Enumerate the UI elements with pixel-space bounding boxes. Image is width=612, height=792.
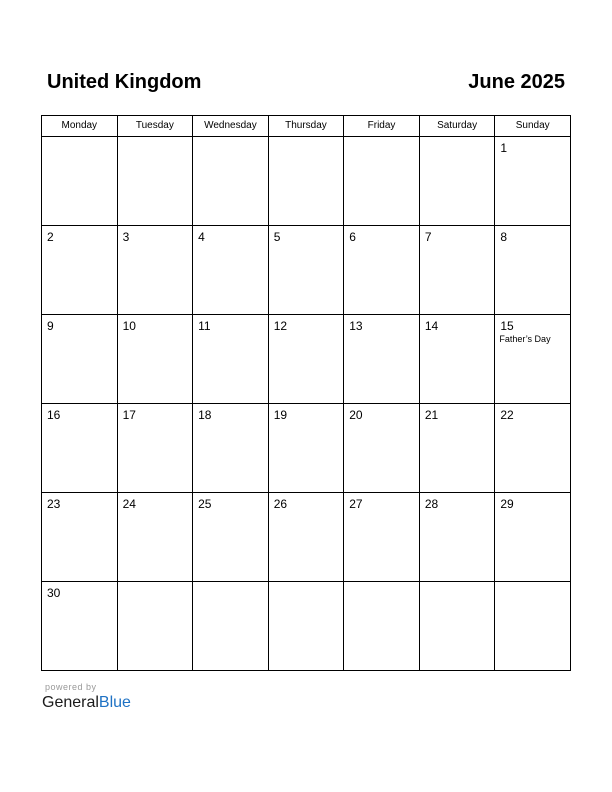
day-cell xyxy=(193,315,269,404)
day-cell xyxy=(495,226,571,315)
day-number: 20 xyxy=(349,408,363,422)
day-number: 5 xyxy=(273,230,281,244)
day-cell xyxy=(42,315,118,404)
weekday-header-tuesday: Tuesday xyxy=(117,116,193,137)
day-cell xyxy=(268,493,344,582)
day-cell xyxy=(344,582,420,671)
weekday-header-thursday: Thursday xyxy=(268,116,344,137)
day-cell xyxy=(344,404,420,493)
day-number xyxy=(42,137,117,141)
day-number: 12 xyxy=(273,319,288,333)
weekday-header-saturday: Saturday xyxy=(419,116,495,137)
day-number: 14 xyxy=(424,319,439,333)
day-cell xyxy=(268,315,344,404)
day-number: 1 xyxy=(500,141,508,155)
month-year-title: June 2025 xyxy=(468,71,565,93)
day-number xyxy=(193,137,268,141)
day-number xyxy=(420,582,495,586)
day-number: 27 xyxy=(349,497,363,511)
weekday-header-wednesday: Wednesday xyxy=(193,116,269,137)
day-cell xyxy=(193,404,269,493)
day-number: 23 xyxy=(47,497,61,511)
day-cell xyxy=(193,137,269,226)
day-cell xyxy=(419,137,495,226)
generalblue-logo[interactable] xyxy=(42,694,131,712)
week-row xyxy=(42,404,571,493)
day-cell xyxy=(419,404,495,493)
brand-general-text: General xyxy=(42,694,99,711)
day-cell xyxy=(117,493,193,582)
day-cell xyxy=(495,315,571,404)
day-number xyxy=(118,582,193,586)
weekday-header-sunday: Sunday xyxy=(495,116,571,137)
day-cell xyxy=(419,226,495,315)
day-cell xyxy=(42,404,118,493)
day-cell xyxy=(268,404,344,493)
day-cell xyxy=(193,582,269,671)
day-cell xyxy=(495,582,571,671)
day-number xyxy=(495,582,570,586)
day-cell xyxy=(117,404,193,493)
day-number: 11 xyxy=(198,319,211,333)
day-number: 4 xyxy=(198,230,205,244)
day-cell xyxy=(495,404,571,493)
day-cell xyxy=(344,315,420,404)
day-number: 3 xyxy=(122,230,130,244)
day-number xyxy=(118,137,193,141)
day-cell xyxy=(344,226,420,315)
day-number xyxy=(193,582,268,586)
day-cell xyxy=(42,226,118,315)
day-cell xyxy=(117,582,193,671)
day-number: 15 xyxy=(500,319,514,333)
day-cell xyxy=(495,493,571,582)
week-row xyxy=(42,582,571,671)
day-cell xyxy=(268,137,344,226)
brand-blue-text: Blue xyxy=(98,694,131,711)
day-cell xyxy=(419,315,495,404)
day-cell xyxy=(42,493,118,582)
weekday-header-row xyxy=(42,116,571,137)
day-cell xyxy=(268,582,344,671)
day-number: 13 xyxy=(349,319,363,333)
day-number: 17 xyxy=(122,408,136,422)
day-number: 24 xyxy=(122,497,136,511)
day-number: 29 xyxy=(500,497,514,511)
day-number: 8 xyxy=(500,230,508,244)
day-cell xyxy=(117,315,193,404)
day-cell xyxy=(344,493,420,582)
day-number: 30 xyxy=(47,586,61,600)
day-number: 26 xyxy=(273,497,288,511)
day-cell xyxy=(193,226,269,315)
day-cell xyxy=(117,137,193,226)
day-number: 9 xyxy=(47,319,54,333)
day-number: 6 xyxy=(349,230,356,244)
day-number xyxy=(420,137,495,141)
calendar-body xyxy=(42,137,571,671)
day-number xyxy=(344,137,419,141)
day-cell xyxy=(268,226,344,315)
day-number xyxy=(269,137,344,141)
day-number xyxy=(269,582,344,586)
day-cell xyxy=(117,226,193,315)
day-number: 28 xyxy=(424,497,439,511)
day-number: 2 xyxy=(47,230,54,244)
weekday-header-monday: Monday xyxy=(42,116,118,137)
country-title: United Kingdom xyxy=(47,71,202,93)
day-number xyxy=(344,582,419,586)
day-number: 10 xyxy=(122,319,136,333)
day-cell xyxy=(344,137,420,226)
calendar-grid xyxy=(41,115,571,671)
day-cell xyxy=(419,582,495,671)
day-cell xyxy=(42,137,118,226)
day-cell xyxy=(42,582,118,671)
week-row xyxy=(42,226,571,315)
day-cell xyxy=(193,493,269,582)
weekday-header-friday: Friday xyxy=(344,116,420,137)
day-number: 18 xyxy=(198,408,212,422)
week-row xyxy=(42,493,571,582)
week-row xyxy=(42,137,571,226)
week-row xyxy=(42,315,571,404)
day-number: 22 xyxy=(500,408,514,422)
day-number: 16 xyxy=(47,408,61,422)
day-cell xyxy=(419,493,495,582)
day-number: 21 xyxy=(424,408,439,422)
day-number: 19 xyxy=(273,408,288,422)
powered-by-label: powered by xyxy=(45,682,97,692)
day-number: 7 xyxy=(424,230,432,244)
day-cell xyxy=(495,137,571,226)
day-number: 25 xyxy=(198,497,212,511)
holiday-label: Father’s Day xyxy=(499,334,551,344)
